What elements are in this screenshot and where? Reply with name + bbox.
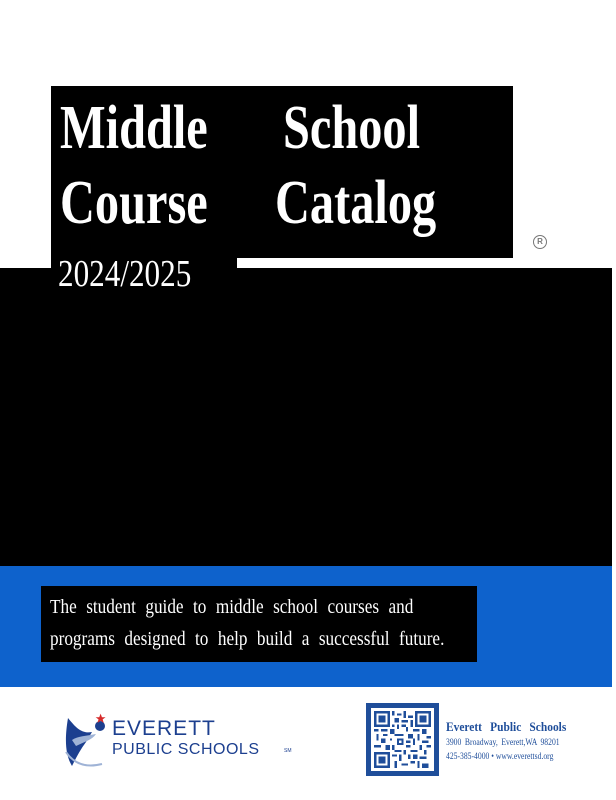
title-word-school: School — [283, 94, 421, 162]
logo-text-public-schools: PUBLIC SCHOOLS — [112, 741, 260, 758]
contact-street-address: 3900 Broadway, Everett,WA 98201 — [446, 737, 560, 747]
tagline-line-2: programs designed to help build a successful future. — [50, 628, 445, 650]
title-word-catalog: Catalog — [275, 169, 437, 237]
tagline-line-1: The student guide to middle school courses and — [50, 596, 414, 618]
title-word-middle: Middle — [60, 94, 208, 162]
logo-service-mark: SM — [284, 748, 292, 754]
contact-district-name: Everett Public Schools — [446, 719, 567, 734]
cover-image-area — [0, 268, 612, 566]
school-year: 2024/2025 — [58, 253, 192, 295]
contact-phone-website[interactable]: 425-385-4000 • www.everettsd.org — [446, 751, 554, 761]
registered-mark-icon: R — [533, 235, 547, 249]
logo-text-everett: EVERETT — [112, 717, 216, 740]
district-logo-icon — [62, 712, 110, 768]
title-word-course: Course — [60, 169, 208, 237]
qr-code-icon[interactable] — [374, 711, 431, 768]
